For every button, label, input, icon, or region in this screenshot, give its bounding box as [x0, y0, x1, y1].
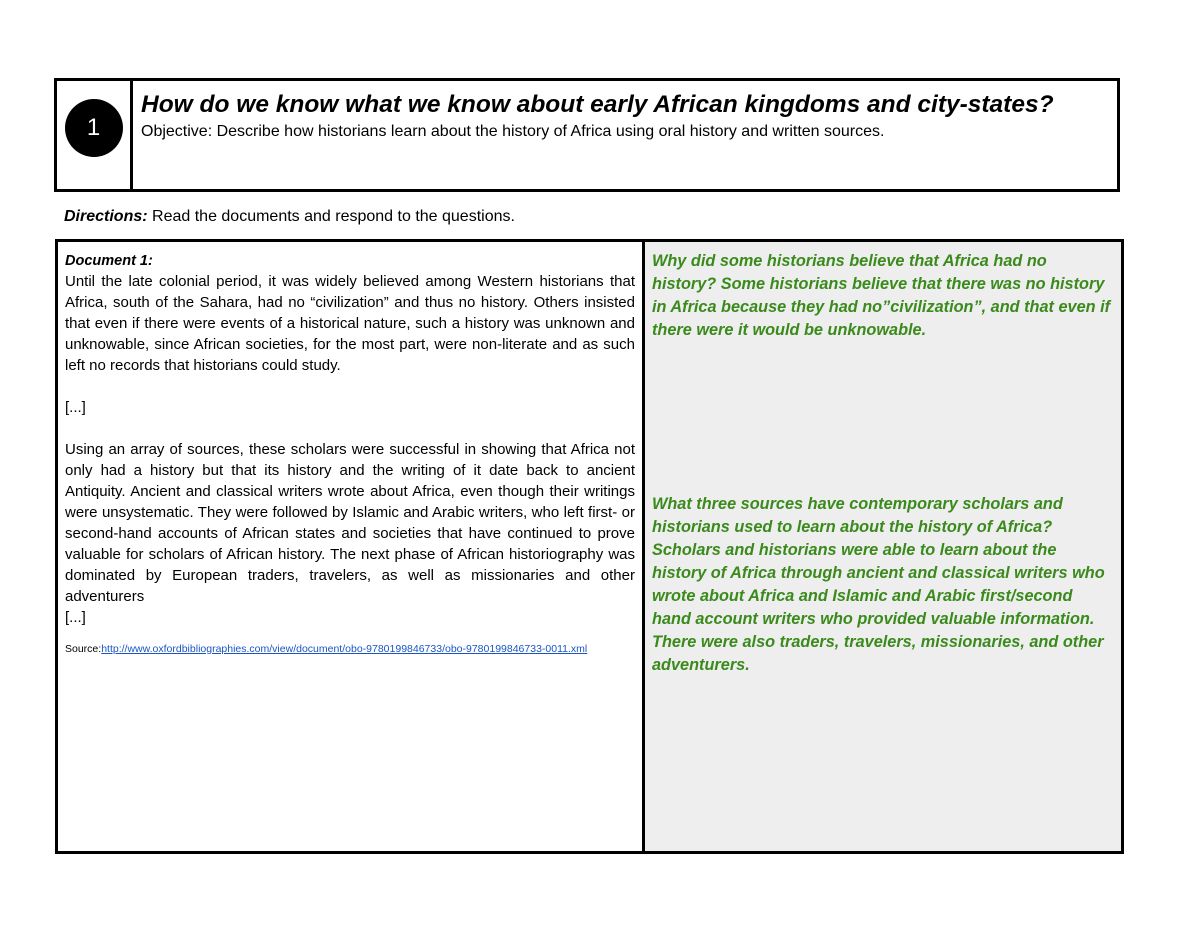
- directions-text: Read the documents and respond to the questions.: [147, 208, 515, 225]
- document-paragraph-1: Until the late colonial period, it was widely believed among Western historians that Africa, south of the Sahara, had no “civilization” and thus no history. Others insisted that even if there were events of a historical nature, such a history was unknown and unknowable, since African societies, for the most part, were non-literate and as such left no records that historians could study.: [65, 273, 635, 374]
- question-answer-2: What three sources have contemporary scholars and historians used to learn about the history of Africa? Scholars and historians were able to learn about the history of Africa through ancient and classical writers who wrote about Africa and Islamic and Arabic first/second hand account writers who provided valuable information. There were also traders, travelers, missionaries, and other adventurers.: [652, 495, 1105, 674]
- number-cell: [57, 81, 133, 189]
- page-title: How do we know what we know about early African kingdoms and city-states?: [141, 91, 1054, 118]
- title-cell: [133, 81, 1117, 189]
- source-label: Source:: [65, 643, 102, 655]
- document-source: [65, 642, 635, 656]
- document-paragraph-2: Using an array of sources, these scholars were successful in showing that Africa not only had a history but that its history and the writing of it date back to ancient Antiquity. Ancient and classical writers wrote about Africa, even though their writings were unsystematic. They were followed by Islamic and Arabic writers, who left first- or second-hand accounts of African states and societies that have continued to prove valuable for scholars of African history. The next phase of African historiography was dominated by European traders, travelers, as well as missionaries and other adventurers: [65, 441, 635, 605]
- question-answer-1: Why did some historians believe that Africa had no history? Some historians believe that there was no history in Africa because they had no”civilization”, and that even if there were it would be unknowable.: [652, 252, 1111, 339]
- directions: [64, 207, 515, 227]
- document-column: [58, 242, 645, 851]
- objective-text: Objective: Describe how historians learn about the history of Africa using oral history and written sources.: [141, 123, 885, 140]
- source-link[interactable]: http://www.oxfordbibliographies.com/view/document/obo-9780199846733/obo-9780199846733-0011.xml: [101, 643, 588, 655]
- document-ellipsis-2: [...]: [65, 609, 86, 626]
- document-title: Document 1:: [65, 253, 153, 269]
- directions-label: Directions:: [64, 208, 148, 225]
- lesson-header: [54, 78, 1120, 192]
- answer-column: [645, 242, 1121, 851]
- document-table: [55, 239, 1124, 854]
- document-ellipsis: [...]: [65, 399, 86, 416]
- lesson-number-badge: 1: [65, 99, 123, 157]
